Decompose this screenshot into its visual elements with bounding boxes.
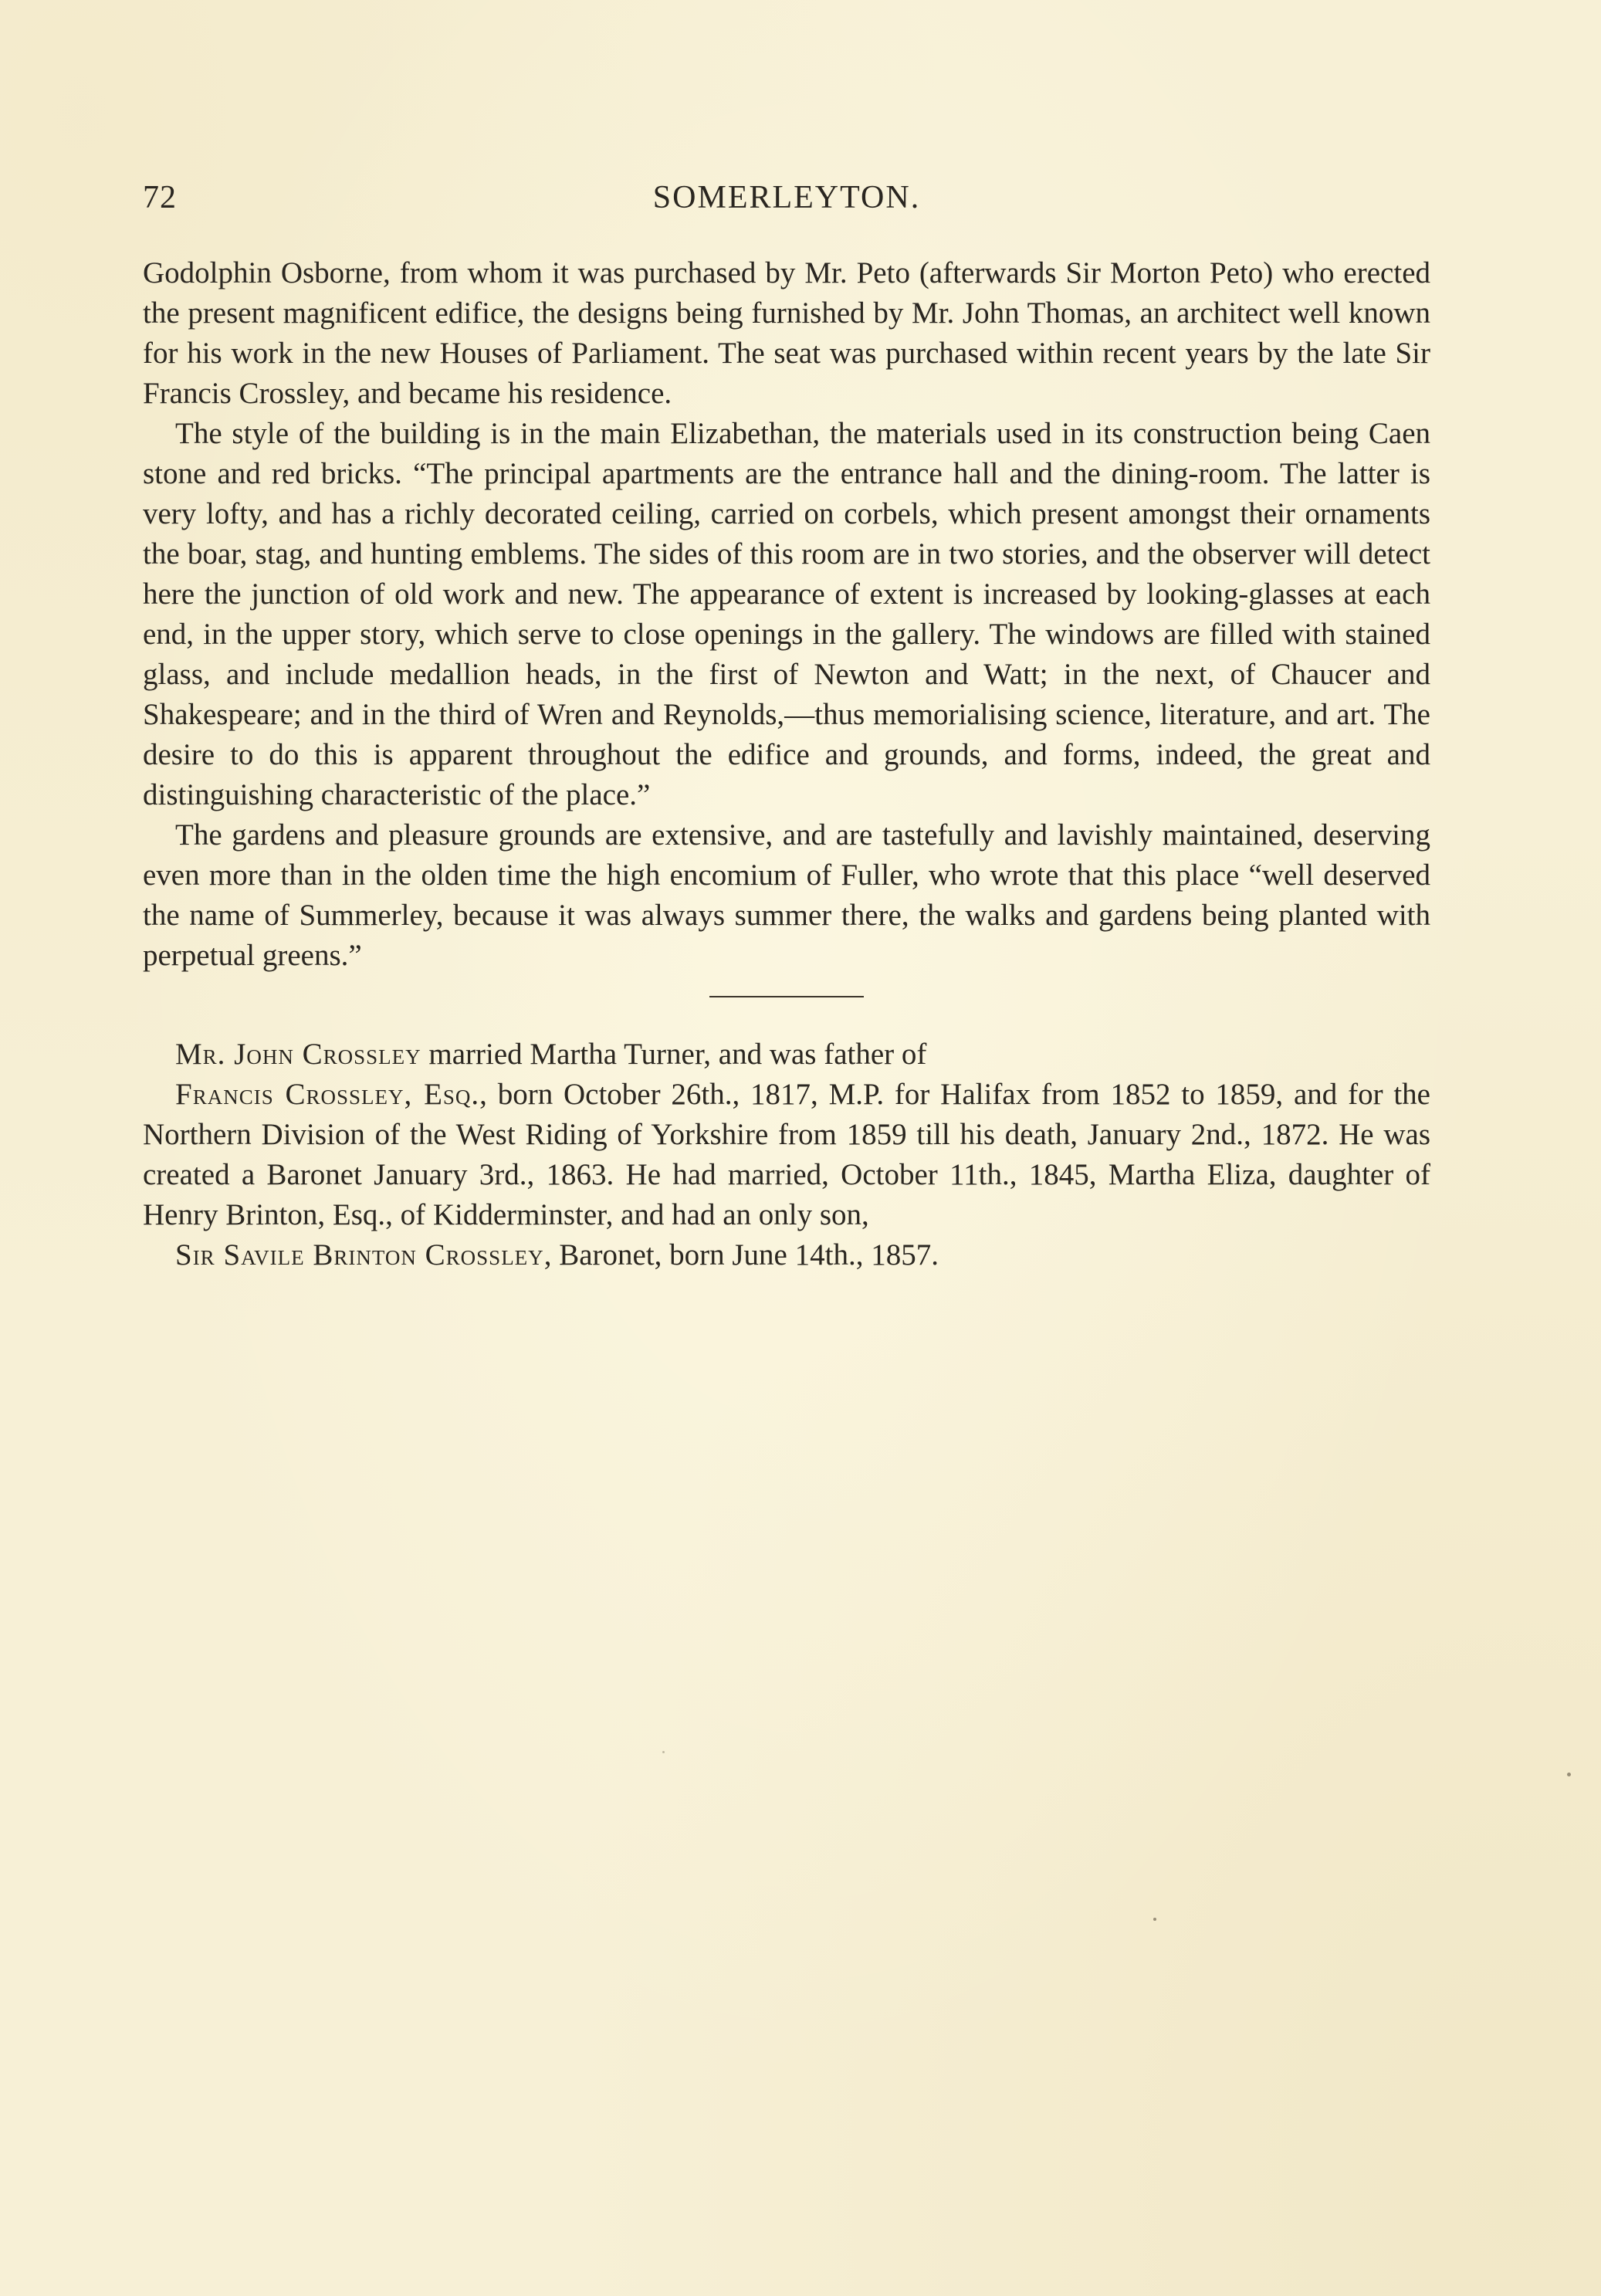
genealogy-section	[143, 1035, 1430, 1275]
genealogy-entry-john-crossley	[143, 1035, 1430, 1075]
page-header	[143, 179, 1430, 225]
paper-speck	[1567, 1773, 1571, 1776]
paper-speck	[662, 1751, 665, 1753]
page-number: 72	[143, 180, 177, 215]
person-name: Sir Savile Brinton Crossley	[175, 1238, 544, 1272]
entry-text: , born October 26th., 1817, M.P. for Halifax from 1852 to 1859, and for the Northern Division of the West Riding of Yorkshire from 1859 till his death, January 2nd., 1872. He was created a Baronet January 3rd., 1863. He had married, October 11th., 1845, Martha Eliza, daughter of Henry Brinton, Esq., of Kidderminster, and had an only son,	[143, 1078, 1430, 1231]
paragraph-continuation: Godolphin Osborne, from whom it was purchased by Mr. Peto (afterwards Sir Morton Peto) who erected the present magnificent edifice, the designs being furnished by Mr. John Thomas, an architect well known for his work in the new Houses of Parliament. The seat was purchased within recent years by the late Sir Francis Crossley, and became his residence.	[143, 256, 1430, 410]
section-divider	[709, 996, 864, 997]
running-title: SOMERLEYTON.	[652, 180, 921, 215]
entry-text: , Baronet, born June 14th., 1857.	[543, 1238, 939, 1272]
genealogy-entry-savile-crossley	[143, 1235, 1430, 1275]
body-text	[143, 253, 1430, 1275]
person-name: Mr. John Crossley	[175, 1038, 421, 1071]
person-name: Francis Crossley, Esq.	[175, 1078, 480, 1111]
entry-text: married Martha Turner, and was father of	[421, 1038, 927, 1071]
paragraph-gardens: The gardens and pleasure grounds are extensive, and are tastefully and lavishly maintained, deserving even more than in the olden time the high encomium of Fuller, who wrote that this place “well deserved the name of Summerley, because it was always summer there, the walks and gardens being planted with perpetual greens.”	[143, 818, 1430, 972]
paragraph-architecture: The style of the building is in the main Elizabethan, the materials used in its construction being Caen stone and red bricks. “The principal apartments are the entrance hall and the dining-room. The latter is very lofty, and has a richly decorated ceiling, carried on corbels, which present amongst their ornaments the boar, stag, and hunting emblems. The sides of this room are in two stories, and the observer will detect here the junction of old work and new. The appearance of extent is increased by looking-glasses at each end, in the upper story, which serve to close openings in the gallery. The windows are filled with stained glass, and include medallion heads, in the first of Newton and Watt; in the next, of Chaucer and Shakespeare; and in the third of Wren and Reynolds,—thus memorialising science, literature, and art. The desire to do this is apparent throughout the edifice and grounds, and forms, indeed, the great and distinguishing characteristic of the place.”	[143, 417, 1430, 811]
paper-speck	[1153, 1918, 1156, 1921]
genealogy-entry-francis-crossley	[143, 1075, 1430, 1235]
